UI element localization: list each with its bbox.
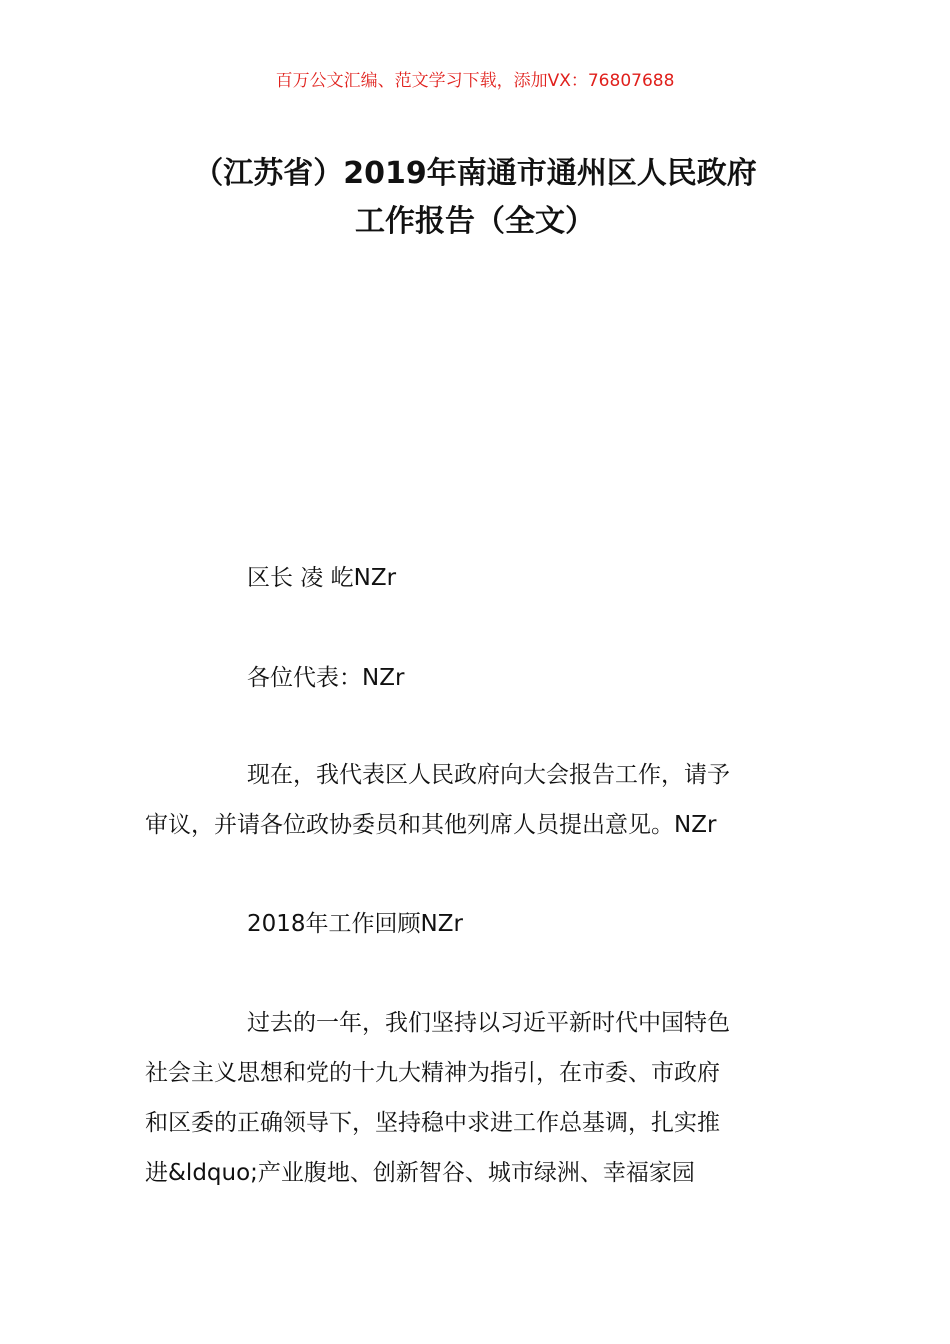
speaker-line — [145, 553, 810, 603]
section-heading — [145, 899, 810, 949]
intro-paragraph — [145, 750, 810, 850]
section-heading-text: 2018年工作回顾NZr — [247, 911, 463, 937]
intro-line-1: 现在，我代表区人民政府向大会报告工作，请予 — [247, 762, 730, 788]
review-line-4: 进&ldquo;产业腹地、创新智谷、城市绿洲、幸福家园 — [145, 1160, 695, 1186]
header-watermark-note: 百万公文汇编、范文学习下载，添加VX：76807688 — [275, 71, 675, 91]
review-paragraph — [145, 998, 810, 1198]
salutation-text: 各位代表：NZr — [247, 665, 405, 691]
review-line-1: 过去的一年，我们坚持以习近平新时代中国特色 — [247, 1010, 730, 1036]
intro-line-2: 审议，并请各位政协委员和其他列席人员提出意见。NZr — [145, 812, 717, 838]
title-line-2: 工作报告（全文） — [355, 204, 595, 239]
document-title — [140, 150, 810, 246]
review-line-2: 社会主义思想和党的十九大精神为指引，在市委、市政府 — [145, 1060, 720, 1086]
review-line-3: 和区委的正确领导下，坚持稳中求进工作总基调，扎实推 — [145, 1110, 720, 1136]
title-line-1: （江苏省）2019年南通市通州区人民政府 — [193, 156, 757, 191]
speaker-text: 区长 凌 屹NZr — [247, 565, 397, 591]
salutation-paragraph — [145, 653, 810, 703]
